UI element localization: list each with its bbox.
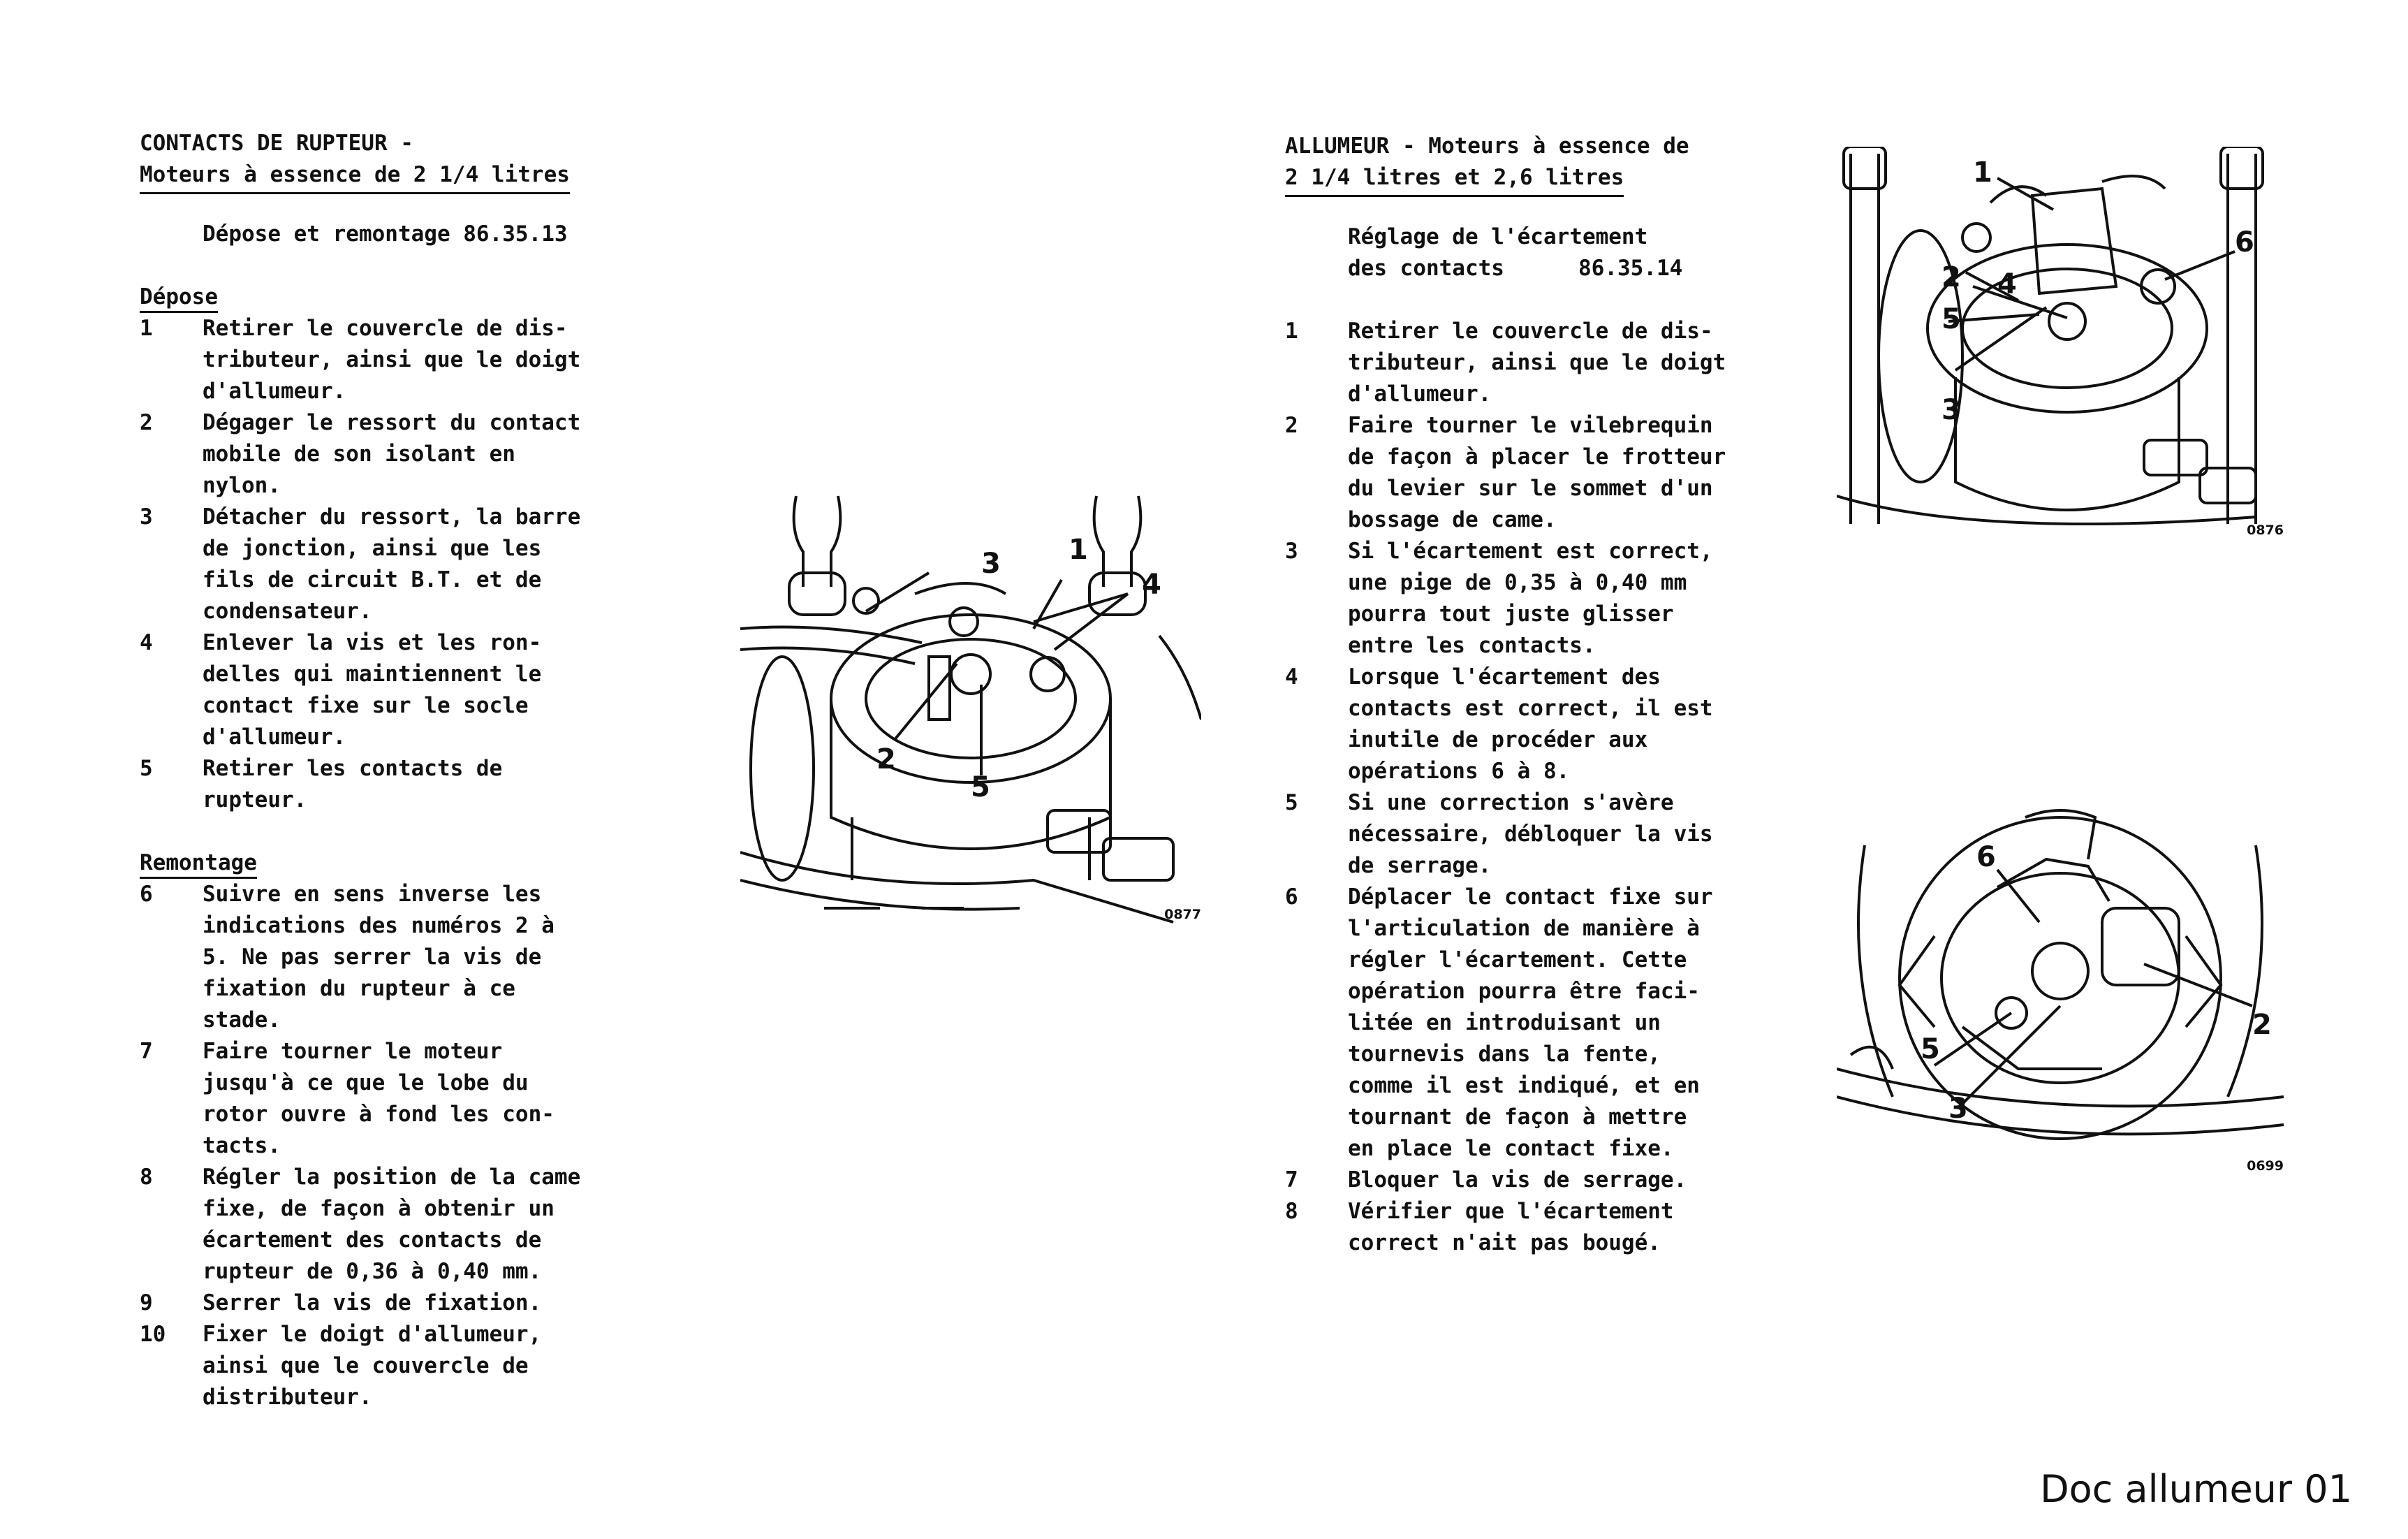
step-item — [1285, 662, 1830, 787]
step-text: Fixer le doigt d'allumeur, ainsi que le couvercle de distributeur. — [203, 1322, 542, 1410]
depose-section — [140, 282, 684, 816]
step-number: 4 — [1285, 664, 1298, 690]
callout-0876-2: 2 — [1941, 261, 1961, 293]
callout-0876-5: 5 — [1941, 303, 1961, 335]
step-number: 5 — [140, 756, 153, 781]
step-text: Retirer le couvercle de dis- tributeur, ainsi que le doigt d'allumeur. — [1348, 319, 1726, 407]
step-text: Si l'écartement est correct, une pige de 0,35 à 0,40 mm pourra tout juste glisser entre les contacts. — [1348, 539, 1713, 658]
right-ref-code: 86.35.14 — [1578, 256, 1683, 281]
step-number: 9 — [140, 1290, 153, 1315]
step-number: 3 — [140, 504, 153, 530]
callout-0877-5: 5 — [971, 771, 990, 803]
remontage-steps — [140, 879, 684, 1413]
step-text: Suivre en sens inverse les indications des numéros 2 à 5. Ne pas serrer la vis de fixation du rupteur à ce stade. — [203, 882, 555, 1033]
step-item — [140, 407, 684, 502]
step-text: Dégager le ressort du contact mobile de son isolant en nylon. — [203, 410, 581, 498]
callout-0877-2: 2 — [876, 743, 896, 775]
figure-0699 — [1837, 803, 2284, 1174]
step-text: Vérifier que l'écartement correct n'ait pas bougé. — [1348, 1199, 1674, 1255]
callout-0876-4: 4 — [1997, 268, 2017, 300]
callout-0877-4: 4 — [1142, 569, 1161, 601]
callout-0876-6: 6 — [2235, 226, 2254, 258]
figure-0876 — [1837, 147, 2284, 545]
step-number: 3 — [1285, 539, 1298, 564]
right-heading — [1285, 131, 1830, 197]
step-text: Déplacer le contact fixe sur l'articulation de manière à régler l'écartement. Cette opération pourra être faci- litée en introduisant un tournevis dans la fente, comme il est indiqué, et en tournant de façon à mettre en place le contact fixe. — [1348, 884, 1713, 1161]
distributor-drawing-0699 — [1837, 803, 2284, 1174]
left-heading — [140, 128, 684, 194]
right-ref-label-line2: des contacts — [1348, 256, 1504, 281]
step-item — [1285, 536, 1830, 662]
callout-0876-1: 1 — [1973, 156, 1992, 189]
step-item — [1285, 787, 1830, 882]
step-number: 2 — [140, 410, 153, 435]
figure-0877 — [740, 489, 1201, 929]
step-text: Enlever la vis et les ron- delles qui maintiennent le contact fixe sur le socle d'allumeur. — [203, 630, 542, 750]
step-item — [140, 753, 684, 816]
step-number: 7 — [1285, 1167, 1298, 1192]
remontage-title: Remontage — [140, 849, 257, 879]
right-ref-label-line1: Réglage de l'écartement — [1348, 224, 1648, 249]
callout-0699-3: 3 — [1948, 1093, 1968, 1125]
step-text: Lorsque l'écartement des contacts est correct, il est inutile de procéder aux opérations 6 à 8. — [1348, 664, 1713, 784]
step-text: Faire tourner le vilebrequin de façon à placer le frotteur du levier sur le sommet d'un bossage de came. — [1348, 413, 1726, 532]
step-text: Faire tourner le moteur jusqu'à ce que le lobe du rotor ouvre à fond les con- tacts. — [203, 1039, 555, 1158]
step-text: Serrer la vis de fixation. — [203, 1290, 542, 1315]
footer-caption: Doc allumeur 01 — [2040, 1467, 2352, 1511]
step-number: 1 — [1285, 319, 1298, 344]
step-number: 4 — [140, 630, 153, 655]
step-item — [1285, 316, 1830, 410]
step-text: Retirer le couvercle de dis- tributeur, ainsi que le doigt d'allumeur. — [203, 316, 581, 404]
step-number: 2 — [1285, 413, 1298, 438]
right-title-line2: 2 1/4 litres et 2,6 litres — [1285, 162, 1624, 197]
step-number: 1 — [140, 316, 153, 341]
step-item — [140, 313, 684, 407]
figure-0876-code: 0876 — [2247, 523, 2284, 538]
depose-steps — [140, 313, 684, 816]
step-item — [1285, 1196, 1830, 1259]
step-number: 6 — [140, 882, 153, 907]
step-item — [140, 502, 684, 627]
step-item — [140, 1162, 684, 1288]
callout-0877-1: 1 — [1069, 534, 1088, 566]
callout-0699-2: 2 — [2252, 1009, 2272, 1041]
right-ref — [1285, 221, 1830, 284]
step-item — [140, 1319, 684, 1413]
step-item — [140, 627, 684, 753]
step-item — [140, 879, 684, 1036]
step-item — [1285, 882, 1830, 1165]
step-item — [140, 1288, 684, 1319]
right-steps — [1285, 316, 1830, 1259]
right-title-line1: ALLUMEUR - Moteurs à essence de — [1285, 133, 1689, 159]
step-text: Détacher du ressort, la barre de jonction, ainsi que les fils de circuit B.T. et de condensateur. — [203, 504, 581, 624]
remontage-section — [140, 847, 684, 1413]
step-text: Bloquer la vis de serrage. — [1348, 1167, 1687, 1192]
left-title-line2: Moteurs à essence de 2 1/4 litres — [140, 159, 570, 194]
figure-0877-code: 0877 — [1164, 907, 1201, 922]
right-column — [1285, 131, 1830, 1259]
step-number: 7 — [140, 1039, 153, 1064]
callout-0699-6: 6 — [1976, 841, 1996, 873]
left-ref: Dépose et remontage 86.35.13 — [203, 221, 568, 247]
step-text: Si une correction s'avère nécessaire, débloquer la vis de serrage. — [1348, 790, 1713, 878]
left-title-line1: CONTACTS DE RUPTEUR - — [140, 131, 413, 156]
step-number: 10 — [140, 1322, 166, 1347]
step-item — [140, 1036, 684, 1162]
left-column — [140, 128, 684, 1413]
callout-0877-3: 3 — [981, 548, 1001, 580]
step-number: 8 — [1285, 1199, 1298, 1224]
step-text: Régler la position de la came fixe, de façon à obtenir un écartement des contacts de rupteur de 0,36 à 0,40 mm. — [203, 1165, 581, 1284]
distributor-drawing-0876 — [1837, 147, 2284, 545]
step-item — [1285, 1165, 1830, 1196]
depose-title: Dépose — [140, 283, 218, 313]
figure-0699-code: 0699 — [2247, 1158, 2284, 1174]
step-number: 8 — [140, 1165, 153, 1190]
callout-0876-3: 3 — [1941, 394, 1961, 426]
step-number: 6 — [1285, 884, 1298, 910]
step-text: Retirer les contacts de rupteur. — [203, 756, 503, 812]
step-item — [1285, 410, 1830, 536]
distributor-drawing-0877 — [740, 489, 1201, 929]
step-number: 5 — [1285, 790, 1298, 815]
callout-0699-5: 5 — [1921, 1033, 1940, 1065]
